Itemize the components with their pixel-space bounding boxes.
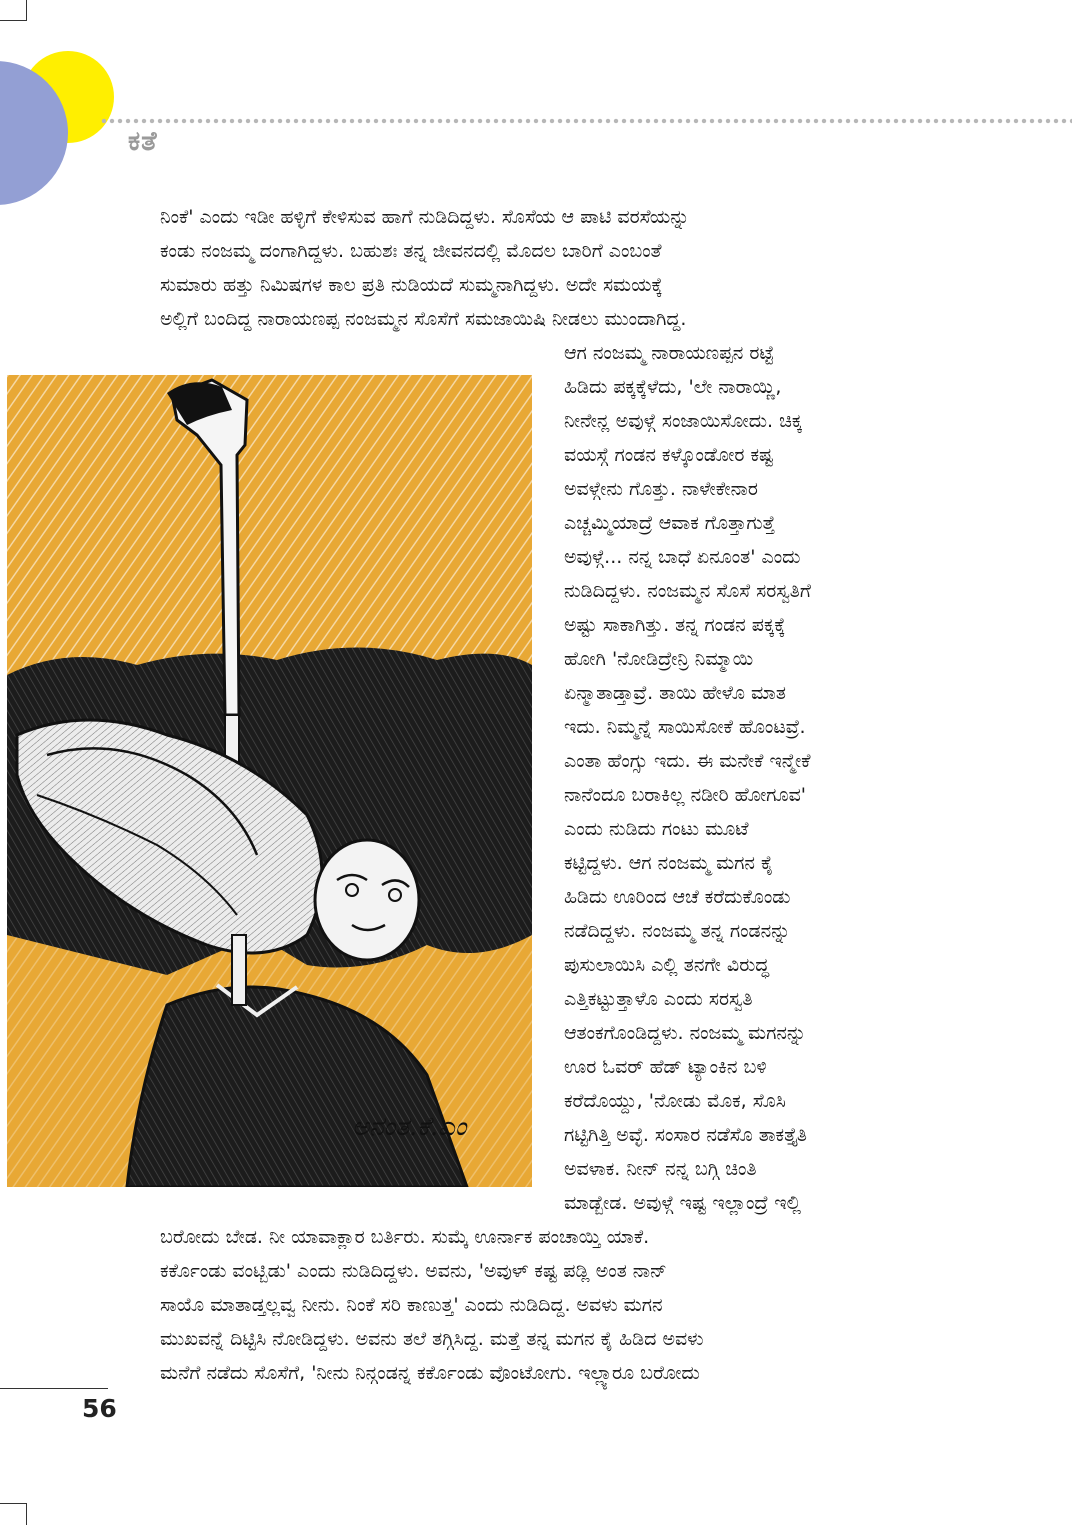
text-line: ಮಾಡ್ಬೇಡ. ಅವುಳ್ಗೆ ಇಷ್ಟ ಇಲ್ಲಾಂದ್ರೆ ಇಲ್ಲಿ xyxy=(564,1192,802,1214)
text-line: ಪುಸುಲಾಯಿಸಿ ಎಲ್ಲಿ ತನಗೇ ವಿರುದ್ಧ xyxy=(564,954,770,976)
text-line: ಮನೆಗೆ ನಡೆದು ಸೊಸೆಗೆ, 'ನೀನು ನಿನ್ಗಂಡನ್ನ ಕರ್ಕೊಂಡು ವೊಂಟೋಗು. ಇಲ್ಲ್ಯಾರೂ ಬರೋದು xyxy=(160,1362,700,1384)
text-line: ಹಿಡಿದು ಪಕ್ಕಕ್ಕೆಳೆದು, 'ಲೇ ನಾರಾಯ್ಣಿ, xyxy=(564,376,782,398)
text-line: ಅವಳ್ಗೇನು ಗೊತ್ತು. ನಾಳೇಕೇನಾರ xyxy=(564,478,758,500)
story-top-paragraph xyxy=(160,200,689,336)
text-line: ಎತ್ತಿಕಟ್ಟುತ್ತಾಳೊ ಎಂದು ಸರಸ್ವತಿ xyxy=(564,988,753,1010)
text-line: ನಡೆದಿದ್ದಳು. ನಂಜಮ್ಮ ತನ್ನ ಗಂಡನನ್ನು xyxy=(564,920,791,942)
text-line: ಅಷ್ಟು ಸಾಕಾಗಿತ್ತು. ತನ್ನ ಗಂಡನ ಪಕ್ಕಕ್ಕೆ xyxy=(564,614,786,636)
crop-mark-bottom-vertical xyxy=(26,1503,27,1525)
story-illustration xyxy=(7,375,532,1187)
text-line: ಆಗ ನಂಜಮ್ಮ ನಾರಾಯಣಪ್ಪನ ರಟ್ಟೆ xyxy=(564,342,775,364)
text-line: ಸುಮಾರು ಹತ್ತು ನಿಮಿಷಗಳ ಕಾಲ ಪ್ರತಿ ನುಡಿಯದೆ ಸುಮ್ಮನಾಗಿದ್ದಳು. ಅದೇ ಸಮಯಕ್ಕೆ xyxy=(160,274,663,296)
text-line: ಅವಳಾಕ. ನೀನ್ ನನ್ನ ಬಗ್ಗಿ ಚಿಂತಿ xyxy=(564,1158,757,1180)
section-title: ಕತೆ xyxy=(128,126,158,157)
text-line: ನುಡಿದಿದ್ದಳು. ನಂಜಮ್ಮನ ಸೊಸೆ ಸರಸ್ವತಿಗೆ xyxy=(564,580,811,602)
text-line: ಎಚ್ಚಮ್ಮಿಯಾದ್ರೆ ಆವಾಕ ಗೊತ್ತಾಗುತ್ತೆ xyxy=(564,512,776,534)
page-number: 56 xyxy=(82,1394,117,1423)
text-line: ಅಲ್ಲಿಗೆ ಬಂದಿದ್ದ ನಾರಾಯಣಪ್ಪ ನಂಜಮ್ಮನ ಸೊಸೆಗೆ ಸಮಜಾಯಿಷಿ ನೀಡಲು ಮುಂದಾಗಿದ್ದ. xyxy=(160,308,687,330)
text-line: ಗಟ್ಟಿಗಿತ್ತಿ ಅವ್ಳೆ. ಸಂಸಾರ ನಡೆಸೊ ತಾಕತ್ತೈತಿ xyxy=(564,1124,807,1146)
text-line: ಎಂದು ನುಡಿದು ಗಂಟು ಮೂಟೆ xyxy=(564,818,749,840)
text-line: ಕರೆದೊಯ್ದು, 'ನೋಡು ಮೊಕ, ಸೊಸಿ xyxy=(564,1090,786,1112)
text-line: ಸಾಯೊ ಮಾತಾಡ್ತಲ್ಲವ್ವ ನೀನು. ನಿಂಕೆ ಸರಿ ಕಾಣುತ್ತ' ಎಂದು ನುಡಿದಿದ್ದ. ಅವಳು ಮಗನ xyxy=(160,1294,663,1316)
text-line: ನಾನೆಂದೂ ಬರಾಕಿಲ್ಲ ನಡೀರಿ ಹೋಗೂವ' xyxy=(564,784,806,806)
text-line: ಇದು. ನಿಮ್ಮನ್ನೆ ಸಾಯಿಸೋಕೆ ಹೊಂಟವ್ರೆ. xyxy=(564,716,806,738)
crop-mark-top-vertical xyxy=(26,0,27,21)
dotted-rule xyxy=(100,118,1072,124)
story-bottom-paragraph xyxy=(160,1220,704,1390)
story-right-column xyxy=(564,336,811,1220)
crop-mark-bottom xyxy=(0,1503,26,1504)
text-line: ಊರ ಓವರ್ ಹೆಡ್ ಟ್ಯಾಂಕಿನ ಬಳಿ xyxy=(564,1056,767,1078)
text-line: ನೀನೇನ್ಲ ಅವುಳ್ಗೆ ಸಂಜಾಯಿಸೋದು. ಚಿಕ್ಕ xyxy=(564,410,803,432)
text-line: ಅವುಳ್ಗೆ... ನನ್ನ ಬಾಧೆ ಏನೂಂತ' ಎಂದು xyxy=(564,546,801,568)
text-line: ಎಂತಾ ಹೆಂಗ್ಸು ಇದು. ಈ ಮನೇಕೆ ಇನ್ಮೇಕೆ xyxy=(564,750,811,772)
artist-signature: ಅನಂತ.ಕೆ.ಎಂ xyxy=(352,1112,467,1142)
text-line: ಕಟ್ಟಿದ್ದಳು. ಆಗ ನಂಜಮ್ಮ ಮಗನ ಕೈ xyxy=(564,852,774,874)
text-line: ಹಿಡಿದು ಊರಿಂದ ಆಚೆ ಕರೆದುಕೊಂಡು xyxy=(564,886,791,908)
page-number-rule xyxy=(0,1388,108,1389)
text-line: ಏನ್ಮಾತಾಡ್ತಾವ್ರೆ. ತಾಯಿ ಹೇಳೊ ಮಾತ xyxy=(564,682,786,704)
text-line: ಆತಂಕಗೊಂಡಿದ್ದಳು. ನಂಜಮ್ಮ ಮಗನನ್ನು xyxy=(564,1022,807,1044)
crop-mark-top xyxy=(0,20,26,21)
text-line: ವಯಸ್ಗೆ ಗಂಡನ ಕಳ್ಕೊಂಡೋರ ಕಷ್ಟ xyxy=(564,444,774,466)
text-line: ಕರ್ಕೊಂಡು ವಂಟ್ಬಿಡು' ಎಂದು ನುಡಿದಿದ್ದಳು. ಅವನು, 'ಅವುಳ್ ಕಷ್ಟ ಪಡ್ಲಿ ಅಂತ ನಾನ್ xyxy=(160,1260,667,1282)
text-line: ಬರೋದು ಬೇಡ. ನೀ ಯಾವಾಕ್ಲಾರ ಬರ್ತಿರು. ಸುಮ್ಕೆ ಊರ್ನಾಕ ಪಂಚಾಯ್ತಿ ಯಾಕೆ. xyxy=(160,1226,650,1248)
text-line: ನಿಂಕೆ' ಎಂದು ಇಡೀ ಹಳ್ಳಿಗೆ ಕೇಳಿಸುವ ಹಾಗೆ ನುಡಿದಿದ್ದಳು. ಸೊಸೆಯ ಆ ಪಾಟಿ ವರಸೆಯನ್ನು xyxy=(160,206,690,228)
text-line: ಮುಖವನ್ನೆ ದಿಟ್ಟಿಸಿ ನೋಡಿದ್ದಳು. ಅವನು ತಲೆ ತಗ್ಗಿಸಿದ್ದ. ಮತ್ತೆ ತನ್ನ ಮಗನ ಕೈ ಹಿಡಿದ ಅವಳು xyxy=(160,1328,704,1350)
text-line: ಕಂಡು ನಂಜಮ್ಮ ದಂಗಾಗಿದ್ದಳು. ಬಹುಶಃ ತನ್ನ ಜೀವನದಲ್ಲಿ ಮೊದಲ ಬಾರಿಗೆ ಎಂಬಂತೆ xyxy=(160,240,662,262)
text-line: ಹೋಗಿ 'ನೋಡಿದ್ರೇನ್ರಿ ನಿಮ್ಮಾಯಿ xyxy=(564,648,754,670)
